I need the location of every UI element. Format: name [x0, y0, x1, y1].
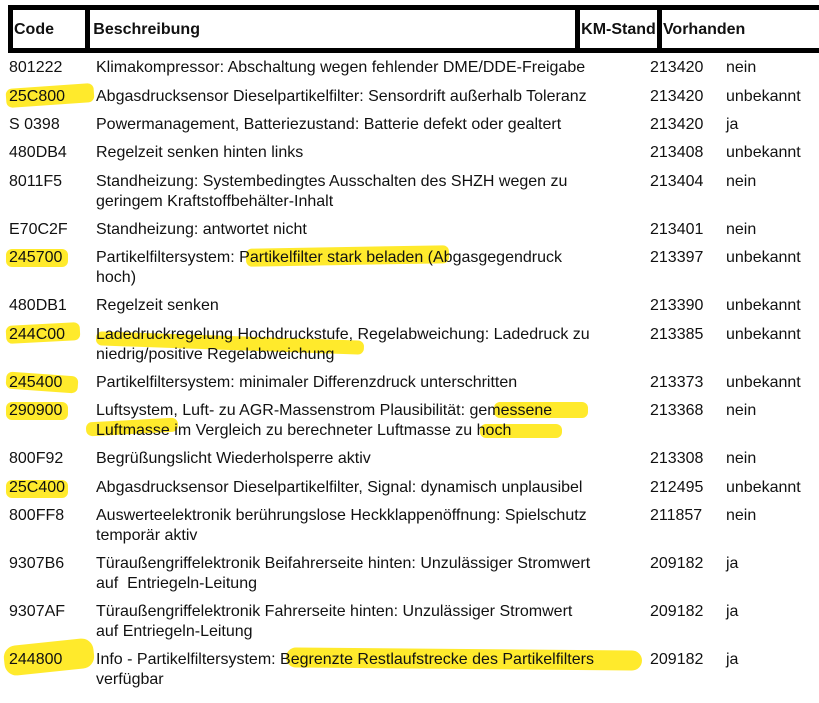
present-cell: nein — [726, 221, 757, 238]
column-header-description: Beschreibung — [85, 10, 575, 48]
code-cell: 25C400 — [9, 479, 66, 496]
km-cell: 209182 — [650, 603, 704, 620]
present-cell: nein — [726, 59, 757, 76]
description-line-2: hoch) — [96, 269, 137, 286]
highlighted-text: zu hoch — [455, 422, 512, 439]
km-cell: 213408 — [650, 144, 704, 161]
code-cell: 9307B6 — [9, 555, 65, 572]
present-cell: nein — [726, 402, 757, 419]
code-cell: 290900 — [9, 402, 63, 419]
description-text: Info - Partikelfiltersystem — [96, 651, 272, 668]
km-cell: 213420 — [650, 59, 704, 76]
description-cell: Standheizung: antwortet nicht — [96, 221, 307, 238]
present-cell: nein — [726, 507, 757, 524]
description-cell — [96, 172, 641, 212]
description-line-2: auf Entriegeln-Leitung — [96, 623, 253, 640]
description-line-1: Standheizung: Systembedingtes Ausschalten des SHZH wegen zu — [96, 173, 568, 190]
description-text: Luftsystem, Luft- zu AGR-Massenstrom Plausibilität: — [96, 402, 470, 419]
highlighted-text: gemessene — [469, 402, 553, 419]
column-header-km-stand: KM-Stand — [575, 10, 657, 48]
description-cell: Klimakompressor: Abschaltung wegen fehlender DME/DDE-Freigabe — [96, 59, 586, 76]
km-cell: 212495 — [650, 479, 704, 496]
present-cell: unbekannt — [726, 479, 801, 496]
description-cell: Begrüßungslicht Wiederholsperre aktiv — [96, 450, 371, 467]
km-cell: 209182 — [650, 651, 704, 668]
present-cell: nein — [726, 450, 757, 467]
description-line-1: Türaußengriffelektronik Beifahrerseite hinten: Unzulässiger Stromwert — [96, 555, 591, 572]
description-text: (Abgasgegendruck — [423, 249, 562, 266]
code-cell: 480DB4 — [9, 144, 67, 161]
km-cell: 213397 — [650, 249, 704, 266]
highlighted-text: Ladedruckregelung Hochdruckstufe — [96, 326, 349, 343]
description-cell: Abgasdrucksensor Dieselpartikelfilter, Signal: dynamisch unplausibel — [96, 479, 583, 496]
code-cell: 800F92 — [9, 450, 64, 467]
description-text: im Vergleich zu berechneter Luftmasse — [169, 422, 456, 439]
present-cell: unbekannt — [726, 326, 801, 343]
description-line-1: Türaußengriffelektronik Fahrerseite hinten: Unzulässiger Stromwert — [96, 603, 573, 620]
code-cell: 25C800 — [9, 88, 66, 105]
km-cell: 213420 — [650, 116, 704, 133]
present-cell: unbekannt — [726, 374, 801, 391]
description-cell: Regelzeit senken — [96, 297, 219, 314]
description-cell — [96, 554, 641, 594]
description-cell: Abgasdrucksensor Dieselpartikelfilter: Sensordrift außerhalb Toleranz — [96, 88, 587, 105]
description-cell: Regelzeit senken hinten links — [96, 144, 304, 161]
present-cell: unbekannt — [726, 88, 801, 105]
column-header-code: Code — [14, 21, 54, 38]
description-cell — [96, 602, 641, 642]
highlighted-text: Partikelfilter stark beladen — [239, 249, 424, 266]
description-text: Partikelfiltersystem: — [96, 249, 240, 266]
km-cell: 211857 — [650, 507, 703, 524]
km-cell: 213373 — [650, 374, 704, 391]
code-cell: 244800 — [9, 651, 63, 668]
description-text: , Regelabweichung: Ladedruck zu — [348, 326, 590, 343]
km-cell: 213368 — [650, 402, 704, 419]
present-cell: ja — [726, 651, 739, 668]
description-cell: Powermanagement, Batteriezustand: Batterie defekt oder gealtert — [96, 116, 562, 133]
code-cell: 245400 — [9, 374, 63, 391]
description-line-2: temporär aktiv — [96, 527, 198, 544]
code-cell: 9307AF — [9, 603, 66, 620]
description-line-2: niedrig/positive Regelabweichung — [96, 346, 335, 363]
km-cell: 213401 — [650, 221, 704, 238]
code-cell: 245700 — [9, 249, 63, 266]
description-line-2: auf Entriegeln-Leitung — [96, 575, 257, 592]
present-cell: nein — [726, 173, 757, 190]
description-line-2: verfügbar — [96, 671, 164, 688]
code-cell: E70C2F — [9, 221, 68, 238]
code-cell: 8011F5 — [9, 173, 63, 190]
description-line-1: Auswerteelektronik berührungslose Heckklappenöffnung: Spielschutz — [96, 507, 587, 524]
code-cell: S 0398 — [9, 116, 60, 133]
column-header-vorhanden: Vorhanden — [657, 10, 819, 48]
km-cell: 213385 — [650, 326, 704, 343]
highlighted-text: : Begrenzte Restlaufstrecke des Partikelfilters — [271, 651, 594, 668]
present-cell: unbekannt — [726, 144, 801, 161]
description-cell — [96, 506, 641, 546]
present-cell: ja — [726, 116, 739, 133]
present-cell: unbekannt — [726, 297, 801, 314]
description-cell — [96, 401, 641, 441]
present-cell: ja — [726, 603, 739, 620]
present-cell: ja — [726, 555, 739, 572]
present-cell: unbekannt — [726, 249, 801, 266]
description-cell — [96, 325, 641, 365]
km-cell: 213308 — [650, 450, 704, 467]
highlighted-text: Luftmasse — [96, 422, 170, 439]
code-cell: 801222 — [9, 59, 63, 76]
description-cell: Partikelfiltersystem: minimaler Differenzdruck unterschritten — [96, 374, 518, 391]
description-cell — [96, 248, 641, 288]
code-cell: 244C00 — [9, 326, 66, 343]
description-line-2: geringem Kraftstoffbehälter-Inhalt — [96, 193, 334, 210]
table-header — [8, 5, 819, 53]
description-cell — [96, 650, 641, 690]
km-cell: 213390 — [650, 297, 704, 314]
km-cell: 213404 — [650, 173, 704, 190]
km-cell: 209182 — [650, 555, 704, 572]
code-cell: 480DB1 — [9, 297, 67, 314]
code-cell: 800FF8 — [9, 507, 65, 524]
km-cell: 213420 — [650, 88, 704, 105]
